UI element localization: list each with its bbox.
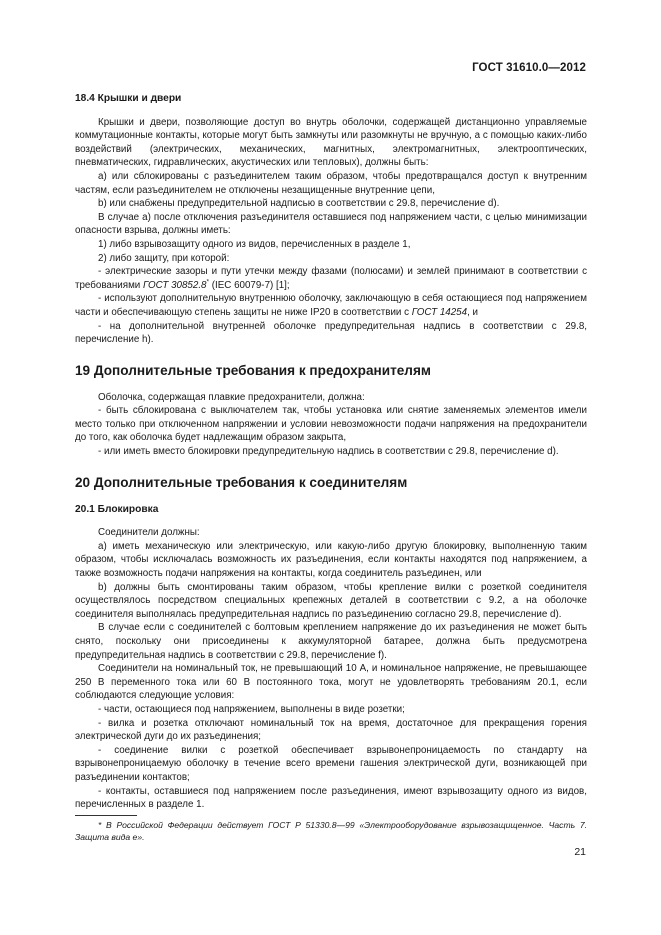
standard-reference: ГОСТ 30852.8 [143, 279, 207, 291]
list-item: - соединение вилки с розеткой обеспечивает взрывонепроницаемость по стандарту на взрывонепроницаемую оболочку в течение всего времени гашения электрической дуги, возникающей при разъединении контактов; [75, 744, 587, 783]
list-item: а) иметь механическую или электрическую, или какую-либо другую блокировку, выполненную таким образом, чтобы исключалась возможность их разъединения, если контакты находятся под напряжением, а также возможность подачи напряжения на контакты, когда соединитель разъединен, или [75, 540, 587, 580]
list-item: 2) либо защиту, при которой: [98, 252, 230, 264]
list-item: - на дополнительной внутренней оболочке предупредительная надпись в соответствии с 29.8, перечисление h). [75, 320, 587, 346]
paragraph: Соединители должны: [98, 527, 200, 539]
page-number: 21 [574, 846, 586, 858]
text: (IEC 60079-7) [1]; [209, 279, 290, 291]
text: , и [467, 306, 478, 318]
standard-reference: ГОСТ 14254 [411, 306, 468, 318]
document-code-header: ГОСТ 31610.0—2012 [472, 62, 586, 74]
paragraph: Соединители на номинальный ток, не превышающий 10 А, и номинальное напряжение, не превышающее 250 В переменного тока или 60 В постоянного тока, могут не удовлетворять требованиям 20.1, если соблюдаются следующие условия: [75, 663, 587, 702]
page-content [75, 92, 587, 812]
section-20-heading: 20 Дополнительные требования к соединителям [75, 474, 408, 490]
list-item: а) или сблокированы с разъединителем таким образом, чтобы предотвращался доступ к внутренним частям, если разъединителем не отключены незащищенные внутренние цепи, [75, 170, 587, 196]
list-item: - или иметь вместо блокировки предупредительную надпись в соответствии с 29.8, перечисление d). [98, 446, 559, 458]
footnote: * В Российской Федерации действует ГОСТ Р 51330.8—99 «Электрооборудование взрывозащищенное. Часть 7. Защита вида е». [75, 820, 587, 842]
list-item: - быть сблокирована с выключателем так, чтобы установка или снятие заменяемых элементов имели место только при отключенном напряжении и условии невозможности подачи напряжения на предохранители до того, как оболочка будет надлежащим образом закрыта, [75, 405, 587, 444]
section-19-heading: 19 Дополнительные требования к предохранителям [75, 362, 431, 378]
footnote-marker: * [206, 278, 210, 286]
footnote-separator [75, 815, 137, 816]
paragraph: В случае если с соединителей с болтовым креплением напряжение до их разъединения не может быть снято, поскольку они присоединены к аккумуляторной батарее, должна быть предусмотрена предупредительная надпись в соответствии с 29.8, перечисление f). [75, 622, 587, 661]
list-item [75, 292, 587, 319]
list-item: - вилка и розетка отключают номинальный ток на время, достаточное для прекращения горения электрической дуги до их разъединения; [75, 717, 587, 743]
list-item [75, 265, 587, 292]
list-item: 1) либо взрывозащиту одного из видов, перечисленных в разделе 1, [98, 238, 411, 250]
section-18-4-heading: 18.4 Крышки и двери [75, 93, 182, 104]
paragraph: В случае а) после отключения разъединителя оставшиеся под напряжением части, с целью минимизации опасности взрыва, должны иметь: [75, 211, 587, 237]
text: - электрические зазоры и пути утечки между фазами (полюсами) и землей принимают в соответствии с требованиями [75, 266, 587, 291]
list-item: b) или снабжены предупредительной надписью в соответствии с 29.8, перечисление d). [98, 198, 500, 210]
section-20-1-heading: 20.1 Блокировка [75, 503, 159, 515]
text: - используют дополнительную внутреннюю оболочку, заключающую в себя остающиеся под напряжением части и обеспечивающую степень защиты не ниже IP20 в соответствии с [75, 293, 587, 318]
list-item: - части, остающиеся под напряжением, выполнены в виде розетки; [98, 703, 405, 715]
paragraph: Крышки и двери, позволяющие доступ во внутрь оболочки, содержащей дистанционно управляемые коммутационные контакты, которые могут быть замкнуты или разомкнуты не вручную, а с помощью каких-либо воздействий (электрических, механических, магнитных, электромагнитных, электрооптических, пневматических, гидравлических, акустических или тепловых), должны быть: [75, 116, 587, 169]
paragraph: Оболочка, содержащая плавкие предохранители, должна: [98, 391, 365, 403]
list-item: - контакты, оставшиеся под напряжением после разъединения, имеют взрывозащиту одного из видов, перечисленных в разделе 1. [75, 785, 587, 811]
list-item: b) должны быть смонтированы таким образом, чтобы крепление вилки с розеткой соединителя осуществлялось посредством специальных крепежных деталей в соответствии с 9.2, а на оболочке соединителя выполнялась предупредительная надпись по разъединению согласно 29.8, перечисление d). [75, 581, 587, 620]
